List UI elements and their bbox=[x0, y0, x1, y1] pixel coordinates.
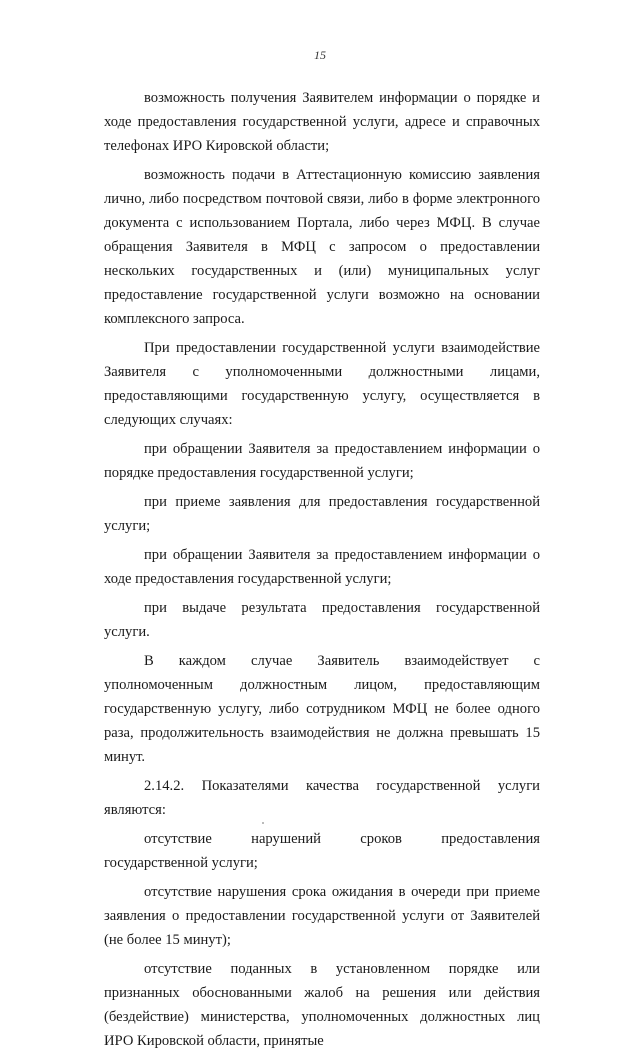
paragraph-case-result: при выдаче результата предоставления государственной услуги. bbox=[104, 600, 540, 640]
paragraph-no-delays: отсутствие нарушений сроков предоставления государственной услуги; bbox=[104, 831, 540, 871]
paragraph-submission: возможность подачи в Аттестационную комиссию заявления лично, либо посредством почтовой связи, либо в форме электронного документа с использованием Портала, либо через МФЦ. В случае обращения Заявителя в МФЦ с запросом о предоставлении нескольких государственных и (или) муниципальных услуг предоставление государственной услуги возможно на основании комплексного запроса. bbox=[104, 167, 540, 327]
paragraph-case-application: при приеме заявления для предоставления государственной услуги; bbox=[104, 494, 540, 534]
scan-speck bbox=[262, 822, 264, 824]
paragraph-interaction-cases: При предоставлении государственной услуги взаимодействие Заявителя с уполномоченными должностными лицами, предоставляющими государственную услугу, осуществляется в следующих случаях: bbox=[104, 340, 540, 428]
section-heading-2-14-2: 2.14.2. Показателями качества государственной услуги являются: bbox=[104, 778, 540, 818]
body-text bbox=[104, 86, 540, 1058]
paragraph-case-progress-info: при обращении Заявителя за предоставлением информации о ходе предоставления государственной услуги; bbox=[104, 547, 540, 587]
paragraph-info-access: возможность получения Заявителем информации о порядке и ходе предоставления государственной услуги, адресе и справочных телефонах ИРО Кировской области; bbox=[104, 90, 540, 154]
page-number: 15 bbox=[314, 48, 326, 62]
paragraph-no-complaints: отсутствие поданных в установленном порядке или признанных обоснованными жалоб на решения или действия (бездействие) министерства, уполномоченных должностных лиц ИРО Кировской области, принятые bbox=[104, 961, 540, 1049]
paragraph-queue-wait: отсутствие нарушения срока ожидания в очереди при приеме заявления о предоставлении государственной услуги от Заявителей (не более 15 минут); bbox=[104, 884, 540, 948]
paragraph-case-order-info: при обращении Заявителя за предоставлением информации о порядке предоставления государственной услуги; bbox=[104, 441, 540, 481]
paragraph-interaction-limit: В каждом случае Заявитель взаимодействует с уполномоченным должностным лицом, предоставляющим государственную услугу, либо сотрудником МФЦ не более одного раза, продолжительность взаимодействия не должна превышать 15 минут. bbox=[104, 653, 540, 765]
